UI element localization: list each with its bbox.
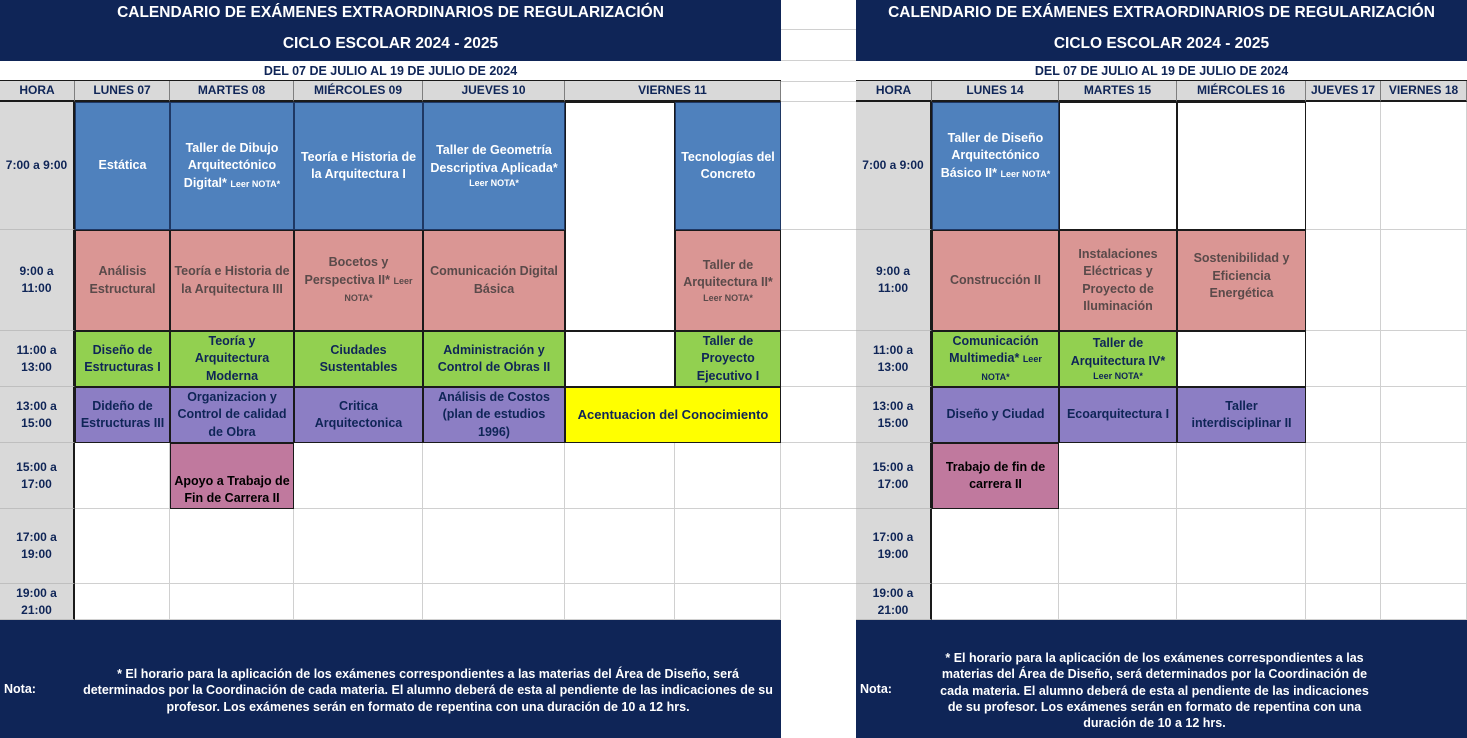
leer-nota: Leer NOTA* bbox=[1000, 168, 1051, 179]
exam-apoyo-trabajo-fin: Apoyo a Trabajo de Fin de Carrera II bbox=[170, 443, 294, 509]
time-slot: 19:00 a 21:00 bbox=[856, 584, 932, 620]
empty-cell bbox=[565, 584, 675, 620]
exam-comunicacion-multimedia bbox=[932, 331, 1059, 387]
empty-cell bbox=[1177, 584, 1306, 620]
header-hora: HORA bbox=[0, 81, 75, 102]
exam-sostenibilidad: Sostenibilidad y Eficiencia Energética bbox=[1177, 230, 1306, 331]
exam-dideno-estructuras-iii: Dideño de Estructuras III bbox=[75, 387, 170, 443]
empty-cell bbox=[1381, 509, 1467, 584]
exam-taller-diseno-basico bbox=[932, 102, 1059, 230]
right-date-range: DEL 07 DE JULIO AL 19 DE JULIO DE 2024 bbox=[856, 61, 1467, 81]
time-slot: 13:00 a 15:00 bbox=[0, 387, 75, 443]
empty-cell bbox=[170, 584, 294, 620]
exam-instalaciones-electricas: Instalaciones Eléctricas y Proyecto de Iluminación bbox=[1059, 230, 1177, 331]
header-lunes-14: LUNES 14 bbox=[932, 81, 1059, 102]
empty-cell bbox=[1381, 584, 1467, 620]
empty-cell bbox=[565, 331, 675, 387]
exam-bocetos-perspectiva bbox=[294, 230, 423, 331]
leer-nota: Leer NOTA* bbox=[230, 178, 281, 189]
exam-analisis-estructural: Análisis Estructural bbox=[75, 230, 170, 331]
empty-cell bbox=[423, 509, 565, 584]
time-slot: 9:00 a 11:00 bbox=[856, 230, 932, 331]
exam-estatica: Estática bbox=[75, 102, 170, 230]
gridline bbox=[781, 330, 856, 331]
exam-taller-dibujo-arquitectonico bbox=[170, 102, 294, 230]
empty-cell bbox=[1306, 509, 1381, 584]
empty-cell bbox=[1381, 387, 1467, 443]
empty-cell bbox=[932, 584, 1059, 620]
empty-cell bbox=[1059, 584, 1177, 620]
empty-cell bbox=[423, 584, 565, 620]
header-lunes-07: LUNES 07 bbox=[75, 81, 170, 102]
exam-name: Taller de Geometría Descriptiva Aplicada* bbox=[430, 143, 558, 175]
time-slot: 17:00 a 19:00 bbox=[0, 509, 75, 584]
time-slot: 9:00 a 11:00 bbox=[0, 230, 75, 331]
empty-cell bbox=[170, 509, 294, 584]
empty-cell bbox=[423, 443, 565, 509]
exam-ecoarquitectura: Ecoarquitectura I bbox=[1059, 387, 1177, 443]
empty-cell bbox=[294, 509, 423, 584]
leer-nota: Leer NOTA* bbox=[703, 292, 753, 303]
exam-taller-arquitectura-iv bbox=[1059, 331, 1177, 387]
exam-diseno-ciudad: Diseño y Ciudad bbox=[932, 387, 1059, 443]
header-miercoles-16: MIÉRCOLES 16 bbox=[1177, 81, 1306, 102]
exam-trabajo-fin-carrera: Trabajo de fin de carrera II bbox=[932, 443, 1059, 509]
empty-cell bbox=[75, 509, 170, 584]
time-slot: 19:00 a 21:00 bbox=[0, 584, 75, 620]
leer-nota: Leer NOTA* bbox=[469, 178, 519, 189]
empty-cell bbox=[1059, 509, 1177, 584]
gridline bbox=[781, 442, 856, 443]
empty-cell bbox=[565, 102, 675, 331]
exam-name: Taller de Arquitectura IV* bbox=[1070, 336, 1166, 368]
empty-cell bbox=[1306, 443, 1381, 509]
gridline bbox=[781, 583, 856, 584]
empty-cell bbox=[1177, 509, 1306, 584]
empty-cell bbox=[932, 509, 1059, 584]
empty-cell bbox=[1306, 102, 1381, 230]
header-jueves-10: JUEVES 10 bbox=[423, 81, 565, 102]
right-subtitle: CICLO ESCOLAR 2024 - 2025 bbox=[856, 30, 1467, 61]
empty-cell bbox=[294, 584, 423, 620]
leer-nota: Leer NOTA* bbox=[1093, 371, 1143, 382]
time-slot: 15:00 a 17:00 bbox=[0, 443, 75, 509]
header-martes-08: MARTES 08 bbox=[170, 81, 294, 102]
empty-cell bbox=[1381, 230, 1467, 331]
right-note-footer bbox=[856, 620, 1467, 738]
header-viernes-18: VIERNES 18 bbox=[1381, 81, 1467, 102]
header-martes-15: MARTES 15 bbox=[1059, 81, 1177, 102]
gridline bbox=[781, 508, 856, 509]
exam-name: Taller de Arquitectura II* bbox=[683, 257, 773, 290]
exam-teoria-arquitectura-moderna: Teoría y Arquitectura Moderna bbox=[170, 331, 294, 387]
note-text: * El horario para la aplicación de los exámenes correspondientes a las materias del Área de Diseño, será determinados por la Coordinación de cada materia. El alumno deberá de esta al pendiente de las indicaciones de su profesor. Los exámenes serán en formato de repentina con una duración de 10 a 12 hrs. bbox=[83, 667, 773, 714]
empty-cell bbox=[1306, 387, 1381, 443]
right-title: CALENDARIO DE EXÁMENES EXTRAORDINARIOS DE REGULARIZACIÓN bbox=[856, 0, 1467, 30]
exam-name: Bocetos y Perspectiva II* bbox=[304, 255, 390, 287]
left-title: CALENDARIO DE EXÁMENES EXTRAORDINARIOS DE REGULARIZACIÓN bbox=[0, 0, 781, 30]
empty-cell bbox=[565, 443, 675, 509]
empty-cell bbox=[1381, 331, 1467, 387]
leer-nota: Leer NOTA* bbox=[344, 275, 413, 304]
empty-cell bbox=[565, 509, 675, 584]
exam-ciudades-sustentables: Ciudades Sustentables bbox=[294, 331, 423, 387]
left-date-range: DEL 07 DE JULIO AL 19 DE JULIO DE 2024 bbox=[0, 61, 781, 81]
exam-teoria-historia-i: Teoría e Historia de la Arquitectura I bbox=[294, 102, 423, 230]
note-text: * El horario para la aplicación de los exámenes correspondientes a las materias del Área de Diseño, será determinados por la Coordinación de cada materia. El alumno deberá de esta al pendiente de las indicaciones de su profesor. Los exámenes serán en formato de repentina con una duración de 10 a 12 hrs. bbox=[940, 651, 1369, 730]
exam-taller-arquitectura-ii bbox=[675, 230, 781, 331]
time-slot: 11:00 a 13:00 bbox=[856, 331, 932, 387]
empty-cell bbox=[675, 443, 781, 509]
exam-diseno-estructuras-i: Diseño de Estructuras I bbox=[75, 331, 170, 387]
exam-taller-proyecto-ejecutivo: Taller de Proyecto Ejecutivo I bbox=[675, 331, 781, 387]
empty-cell bbox=[1381, 443, 1467, 509]
right-calendar bbox=[856, 0, 1467, 738]
exam-taller-geometria bbox=[423, 102, 565, 230]
exam-name: Comunicación Multimedia* bbox=[949, 333, 1039, 366]
gridline bbox=[781, 81, 856, 82]
empty-cell bbox=[1177, 443, 1306, 509]
note-label: Nota: bbox=[860, 682, 892, 696]
exam-analisis-costos: Análisis de Costos (plan de estudios 1996) bbox=[423, 387, 565, 443]
gridline bbox=[781, 229, 856, 230]
time-slot: 7:00 a 9:00 bbox=[0, 102, 75, 230]
note-label: Nota: bbox=[4, 682, 36, 696]
empty-cell bbox=[1381, 102, 1467, 230]
gridline bbox=[781, 29, 856, 30]
header-hora: HORA bbox=[856, 81, 932, 102]
empty-cell bbox=[675, 584, 781, 620]
exam-organizacion-calidad: Organizacion y Control de calidad de Obra bbox=[170, 387, 294, 443]
exam-teoria-historia-iii: Teoría e Historia de la Arquitectura III bbox=[170, 230, 294, 331]
empty-cell bbox=[675, 509, 781, 584]
time-slot: 11:00 a 13:00 bbox=[0, 331, 75, 387]
left-note-footer bbox=[0, 620, 781, 738]
exam-taller-interdisciplinar: Taller interdisciplinar II bbox=[1177, 387, 1306, 443]
exam-acentuacion-conocimiento: Acentuacion del Conocimiento bbox=[565, 387, 781, 443]
exam-tecnologias-concreto: Tecnologías del Concreto bbox=[675, 102, 781, 230]
header-jueves-17: JUEVES 17 bbox=[1306, 81, 1381, 102]
time-slot: 17:00 a 19:00 bbox=[856, 509, 932, 584]
leer-nota: Leer NOTA* bbox=[981, 354, 1042, 382]
header-viernes-11: VIERNES 11 bbox=[565, 81, 781, 102]
time-slot: 13:00 a 15:00 bbox=[856, 387, 932, 443]
exam-name: Taller de Diseño Arquitectónico Básico II* bbox=[940, 130, 1044, 180]
time-slot: 7:00 a 9:00 bbox=[856, 102, 932, 230]
time-slot: 15:00 a 17:00 bbox=[856, 443, 932, 509]
panel-gap bbox=[781, 0, 856, 738]
left-subtitle: CICLO ESCOLAR 2024 - 2025 bbox=[0, 30, 781, 61]
gridline bbox=[781, 101, 856, 102]
empty-cell bbox=[75, 443, 170, 509]
exam-comunicacion-digital: Comunicación Digital Básica bbox=[423, 230, 565, 331]
exam-administracion-obras: Administración y Control de Obras II bbox=[423, 331, 565, 387]
empty-cell bbox=[1306, 331, 1381, 387]
exam-name: Taller de Dibujo Arquitectónico Digital* bbox=[183, 140, 279, 190]
empty-cell bbox=[1177, 102, 1306, 230]
gridline bbox=[781, 60, 856, 61]
empty-cell bbox=[1306, 584, 1381, 620]
empty-cell bbox=[1306, 230, 1381, 331]
empty-cell bbox=[1059, 102, 1177, 230]
exam-critica-arquitectonica: Critica Arquitectonica bbox=[294, 387, 423, 443]
header-miercoles-09: MIÉRCOLES 09 bbox=[294, 81, 423, 102]
gridline bbox=[781, 386, 856, 387]
empty-cell bbox=[294, 443, 423, 509]
empty-cell bbox=[1177, 331, 1306, 387]
empty-cell bbox=[75, 584, 170, 620]
exam-construccion-ii: Construcción II bbox=[932, 230, 1059, 331]
empty-cell bbox=[1059, 443, 1177, 509]
